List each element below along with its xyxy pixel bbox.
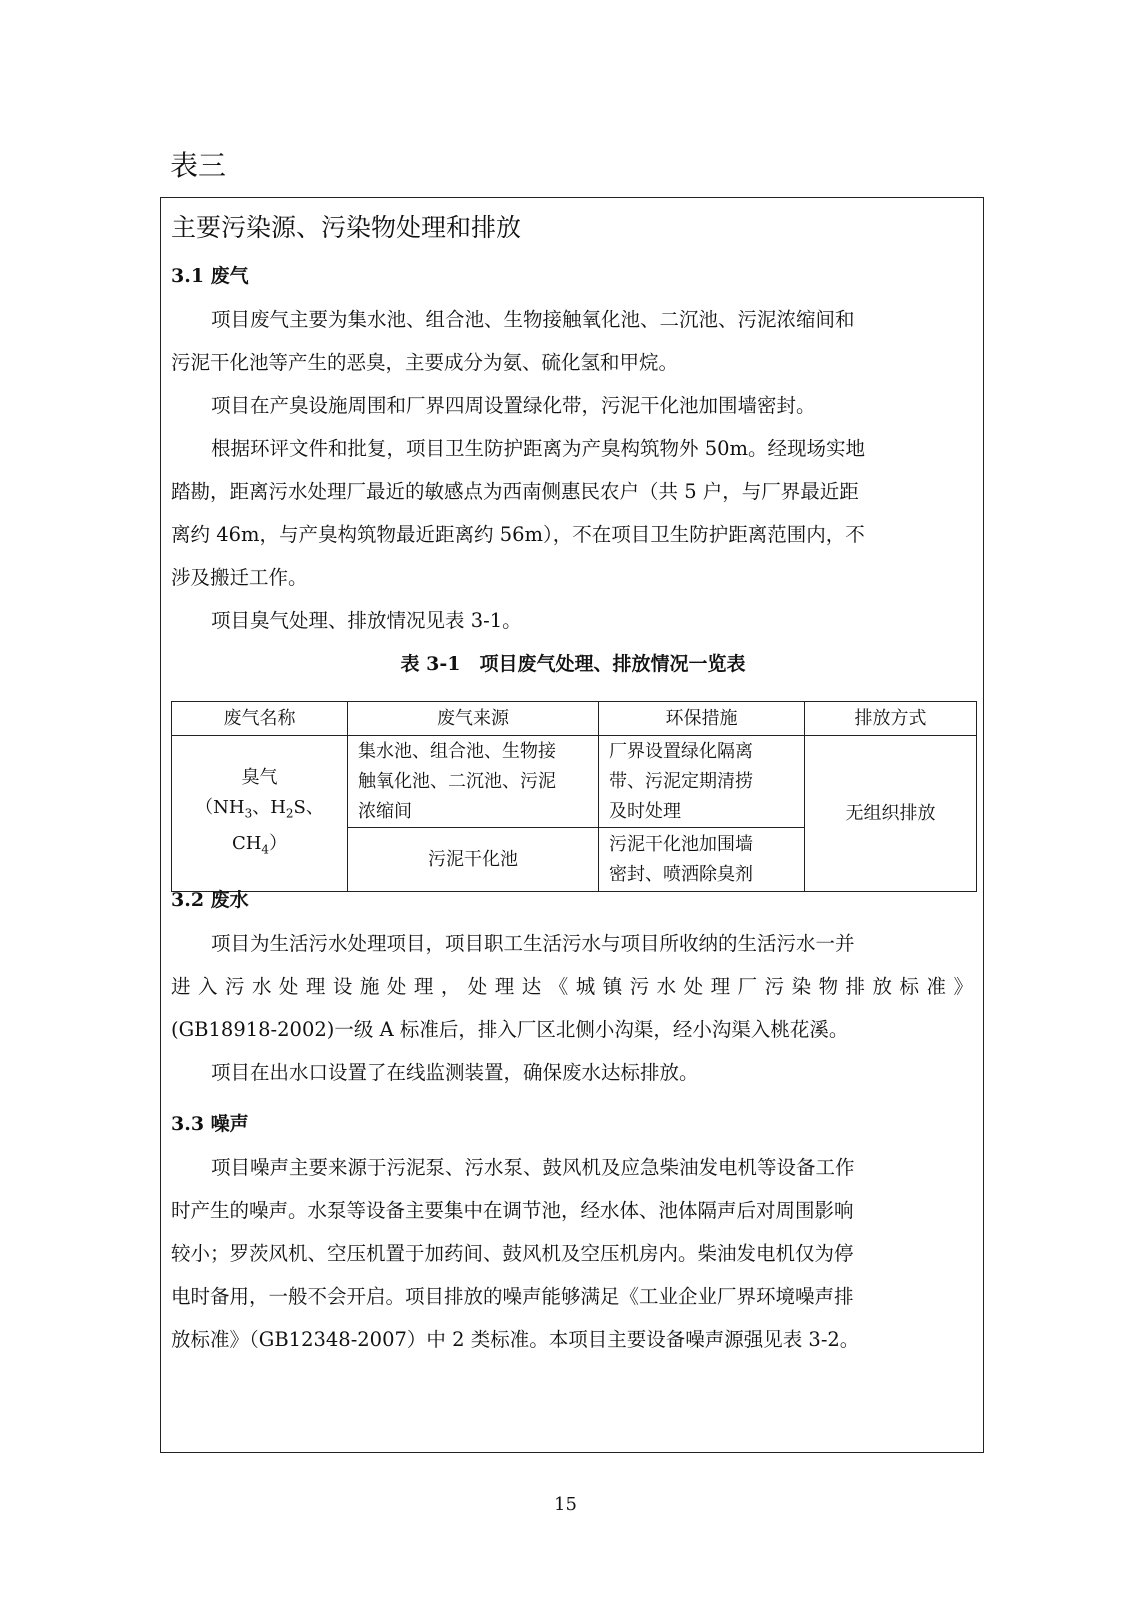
text-line: 进入污水处理设施处理，处理达《城镇污水处理厂污染物排放标准》 <box>171 975 973 998</box>
gas-name-cell <box>172 736 348 892</box>
measure-cell: 厂界设置绿化隔离 带、污泥定期清捞 及时处理 <box>599 736 805 828</box>
text-line: 项目废气主要为集水池、组合池、生物接触氧化池、二沉池、污泥浓缩间和 <box>211 308 855 331</box>
waste-gas-paragraph-1 <box>171 298 973 384</box>
emission-table <box>171 701 977 892</box>
table-caption: 表 3-1 项目废气处理、排放情况一览表 <box>400 653 746 675</box>
source-cell: 集水池、组合池、生物接 触氧化池、二沉池、污泥 浓缩间 <box>348 736 599 828</box>
text-line: 踏勘，距离污水处理厂最近的敏感点为西南侧惠民农户（共 5 户，与厂界最近距 <box>171 480 859 503</box>
waste-water-paragraph-2 <box>171 1051 973 1094</box>
text-line: 根据环评文件和批复，项目卫生防护距离为产臭构筑物外 50m。经现场实地 <box>211 437 866 460</box>
table-header-row <box>172 702 977 736</box>
gas-formula: （$NH_3$、$H_2S$、$CH_4$） <box>195 796 324 857</box>
text-line: 离约 46m，与产臭构筑物最近距离约 56m），不在项目卫生防护距离范围内，不 <box>171 523 865 546</box>
column-header: 废气名称 <box>172 702 348 736</box>
text-line: (GB18918-2002)一级 A 标准后，排入厂区北侧小沟渠，经小沟渠入桃花溪。 <box>171 1018 849 1041</box>
text-line: 较小；罗茨风机、空压机置于加药间、鼓风机及空压机房内。柴油发电机仅为停 <box>171 1242 854 1265</box>
text-line: 放标准》（GB12348-2007）中 2 类标准。本项目主要设备噪声源强见表 3-2。 <box>171 1328 860 1351</box>
page-heading: 表三 <box>170 149 227 182</box>
text-line: 电时备用，一般不会开启。项目排放的噪声能够满足《工业企业厂界环境噪声排 <box>171 1285 854 1308</box>
text-line: 项目噪声主要来源于污泥泵、污水泵、鼓风机及应急柴油发电机等设备工作 <box>211 1156 855 1179</box>
source-cell: 污泥干化池 <box>348 828 599 892</box>
text-line: 污泥干化池等产生的恶臭，主要成分为氨、硫化氢和甲烷。 <box>171 351 679 374</box>
measure-cell: 污泥干化池加围墙 密封、喷洒除臭剂 <box>599 828 805 892</box>
text-line: 项目为生活污水处理项目，项目职工生活污水与项目所收纳的生活污水一并 <box>211 932 855 955</box>
text-line: 项目在产臭设施周围和厂界四周设置绿化带，污泥干化池加围墙密封。 <box>211 394 816 417</box>
waste-water-paragraph-1 <box>171 922 973 1051</box>
waste-gas-paragraph-4 <box>171 599 973 642</box>
text-line: 项目臭气处理、排放情况见表 3-1。 <box>211 609 522 632</box>
column-header: 废气来源 <box>348 702 599 736</box>
waste-gas-paragraph-2 <box>171 384 973 427</box>
text-line: 涉及搬迁工作。 <box>171 566 308 589</box>
text-line: 时产生的噪声。水泵等设备主要集中在调节池，经水体、池体隔声后对周围影响 <box>171 1199 854 1222</box>
noise-paragraph-1 <box>171 1146 973 1361</box>
waste-gas-paragraph-3 <box>171 427 973 599</box>
content-frame <box>160 197 984 1453</box>
discharge-cell: 无组织排放 <box>805 736 977 892</box>
waste-water-heading: 3.2 废水 <box>171 889 249 911</box>
column-header: 排放方式 <box>805 702 977 736</box>
column-header: 环保措施 <box>599 702 805 736</box>
section-title: 主要污染源、污染物处理和排放 <box>171 213 522 242</box>
page-number: 15 <box>554 1494 577 1515</box>
table-row <box>172 736 977 828</box>
gas-name: 臭气 <box>241 766 278 788</box>
text-line: 项目在出水口设置了在线监测装置，确保废水达标排放。 <box>211 1061 699 1084</box>
waste-gas-heading: 3.1 废气 <box>171 265 249 287</box>
noise-heading: 3.3 噪声 <box>171 1113 249 1135</box>
